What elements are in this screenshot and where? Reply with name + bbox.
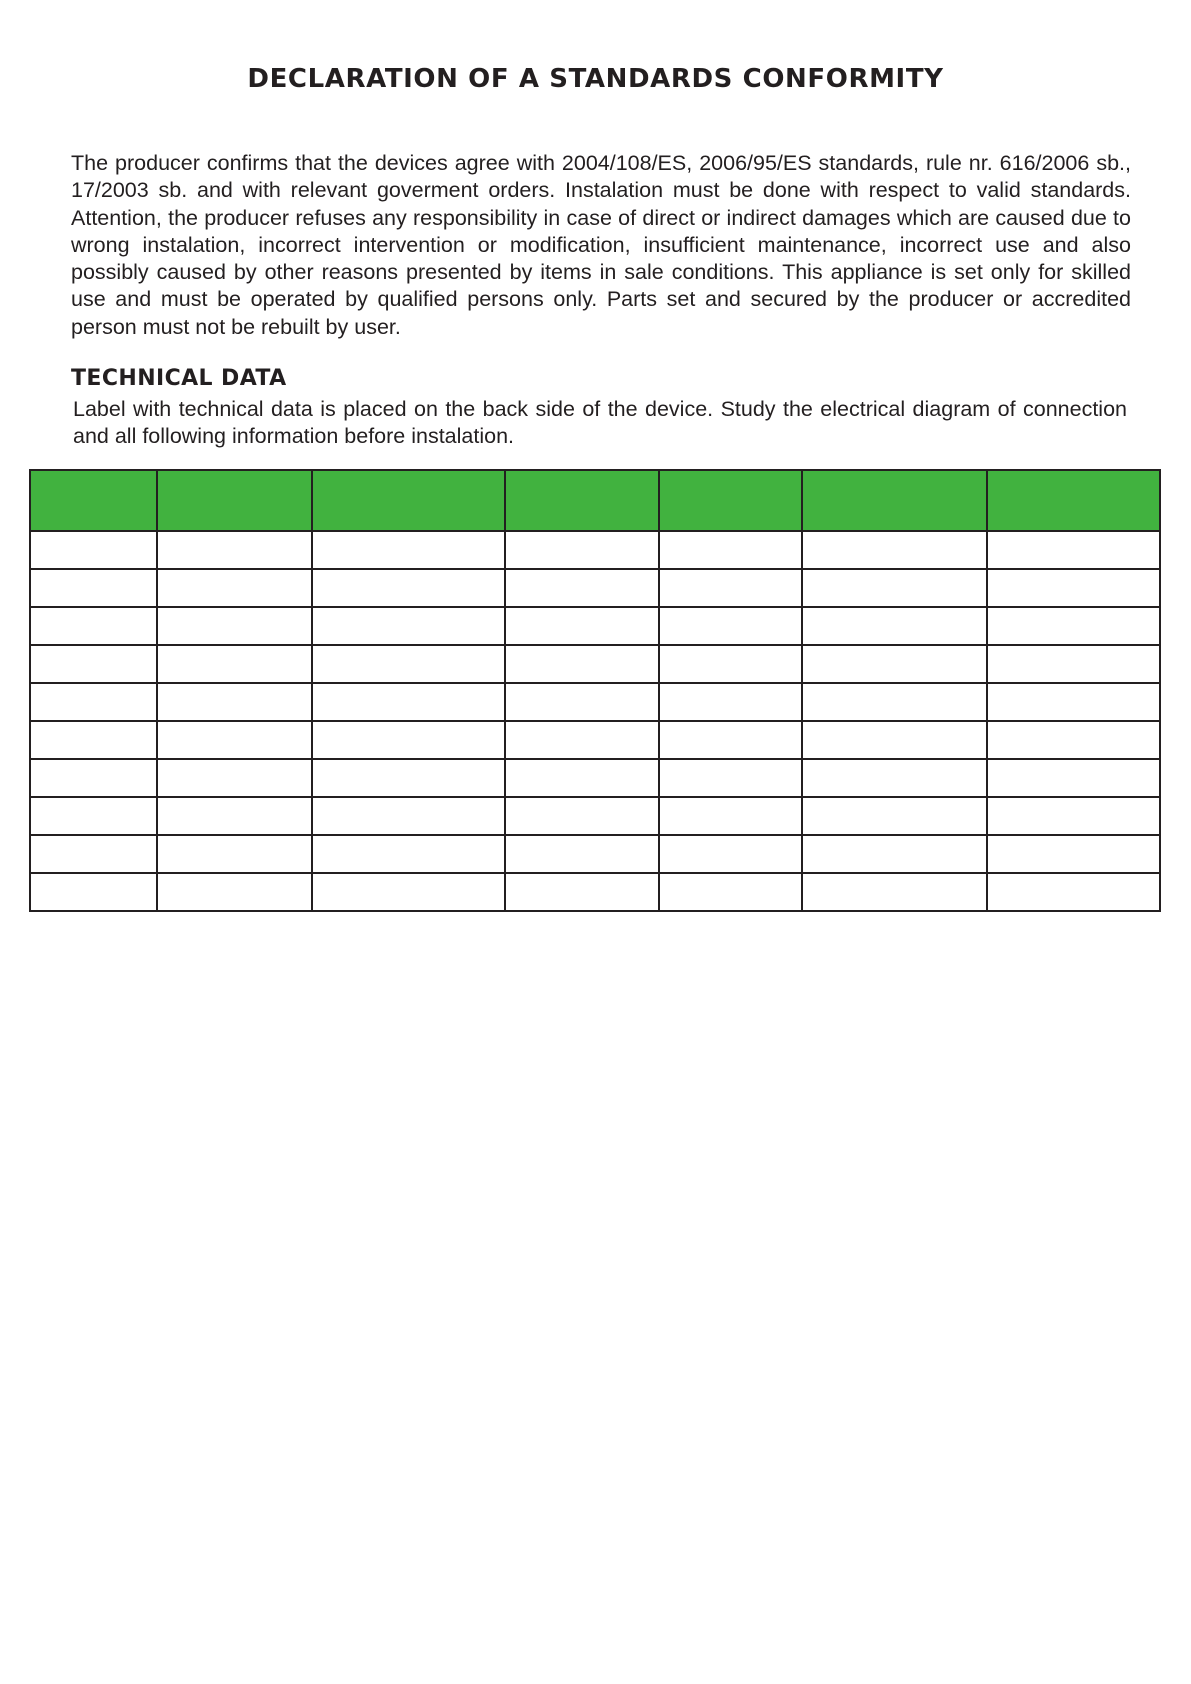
- table-row: [30, 873, 1160, 911]
- table-cell: [659, 759, 802, 797]
- table-cell: [30, 759, 157, 797]
- table-cell: [987, 873, 1160, 911]
- table-cell: [312, 721, 505, 759]
- table-cell: [505, 607, 659, 645]
- table-header-row: [30, 470, 1160, 531]
- table-cell: [312, 873, 505, 911]
- table-row: [30, 721, 1160, 759]
- table-cell: [505, 873, 659, 911]
- table-cell: [30, 721, 157, 759]
- table-cell: [30, 645, 157, 683]
- table-header-cell: [157, 470, 312, 531]
- table-header-cell: [505, 470, 659, 531]
- table-cell: [312, 607, 505, 645]
- table-cell: [312, 835, 505, 873]
- table-cell: [802, 645, 987, 683]
- table-cell: [987, 721, 1160, 759]
- table-cell: [505, 569, 659, 607]
- table-cell: [312, 569, 505, 607]
- table-row: [30, 531, 1160, 569]
- table-header-cell: [30, 470, 157, 531]
- technical-data-description: Label with technical data is placed on the back side of the device. Study the electrical diagram of connection and all following information before instalation.: [73, 397, 1127, 449]
- table-row: [30, 569, 1160, 607]
- table-cell: [802, 683, 987, 721]
- table-cell: [987, 607, 1160, 645]
- table-cell: [987, 835, 1160, 873]
- table-row: [30, 759, 1160, 797]
- table-cell: [30, 683, 157, 721]
- table-cell: [659, 873, 802, 911]
- table-cell: [659, 569, 802, 607]
- table-cell: [157, 873, 312, 911]
- table-cell: [30, 607, 157, 645]
- table-cell: [157, 531, 312, 569]
- table-cell: [987, 797, 1160, 835]
- table-cell: [157, 759, 312, 797]
- table-cell: [505, 759, 659, 797]
- conformity-statement: The producer confirms that the devices agree with 2004/108/ES, 2006/95/ES standards, rule nr. 616/2006 sb., 17/2003 sb. and with relevant goverment orders. Instalation must be done with respect to valid standards. Attention, the producer refuses any responsibility in case of direct or indirect damages which are caused due to wrong instalation, incorrect intervention or modification, insufficient maintenance, incorrect use and also possibly caused by other reasons presented by items in sale conditions. This appliance is set only for skilled use and must be operated by qualified persons only. Parts set and secured by the producer or accredited person must not be rebuilt by user.: [71, 151, 1131, 339]
- table-cell: [505, 797, 659, 835]
- table-cell: [802, 569, 987, 607]
- table-cell: [157, 607, 312, 645]
- table-cell: [312, 683, 505, 721]
- table-header-cell: [312, 470, 505, 531]
- table-header-cell: [987, 470, 1160, 531]
- table-cell: [659, 683, 802, 721]
- table-cell: [30, 835, 157, 873]
- table-cell: [157, 721, 312, 759]
- table-cell: [312, 759, 505, 797]
- table-cell: [987, 645, 1160, 683]
- table-cell: [987, 531, 1160, 569]
- table-cell: [30, 873, 157, 911]
- table-cell: [505, 645, 659, 683]
- table-cell: [505, 531, 659, 569]
- table-cell: [802, 607, 987, 645]
- table-cell: [659, 721, 802, 759]
- table-cell: [30, 531, 157, 569]
- table-cell: [802, 531, 987, 569]
- table-cell: [505, 683, 659, 721]
- table-cell: [659, 797, 802, 835]
- table-cell: [157, 797, 312, 835]
- table-header-cell: [802, 470, 987, 531]
- table-cell: [30, 797, 157, 835]
- table-cell: [987, 759, 1160, 797]
- table-cell: [802, 797, 987, 835]
- table-cell: [987, 683, 1160, 721]
- table-cell: [157, 645, 312, 683]
- table-row: [30, 835, 1160, 873]
- table-cell: [30, 569, 157, 607]
- technical-data-heading: TECHNICAL DATA: [71, 366, 287, 391]
- table-cell: [157, 683, 312, 721]
- table-cell: [157, 569, 312, 607]
- table-cell: [802, 759, 987, 797]
- table-cell: [505, 835, 659, 873]
- table-cell: [659, 531, 802, 569]
- table-cell: [802, 873, 987, 911]
- document-title: DECLARATION OF A STANDARDS CONFORMITY: [247, 64, 944, 94]
- table-cell: [312, 797, 505, 835]
- table-cell: [802, 835, 987, 873]
- table-cell: [157, 835, 312, 873]
- table-cell: [659, 607, 802, 645]
- table-cell: [659, 835, 802, 873]
- table-header-cell: [659, 470, 802, 531]
- table-row: [30, 645, 1160, 683]
- table-cell: [987, 569, 1160, 607]
- table-cell: [659, 645, 802, 683]
- table-cell: [802, 721, 987, 759]
- table-row: [30, 607, 1160, 645]
- table-cell: [505, 721, 659, 759]
- technical-data-table: [29, 469, 1161, 912]
- table-row: [30, 683, 1160, 721]
- table-row: [30, 797, 1160, 835]
- table-cell: [312, 645, 505, 683]
- table-cell: [312, 531, 505, 569]
